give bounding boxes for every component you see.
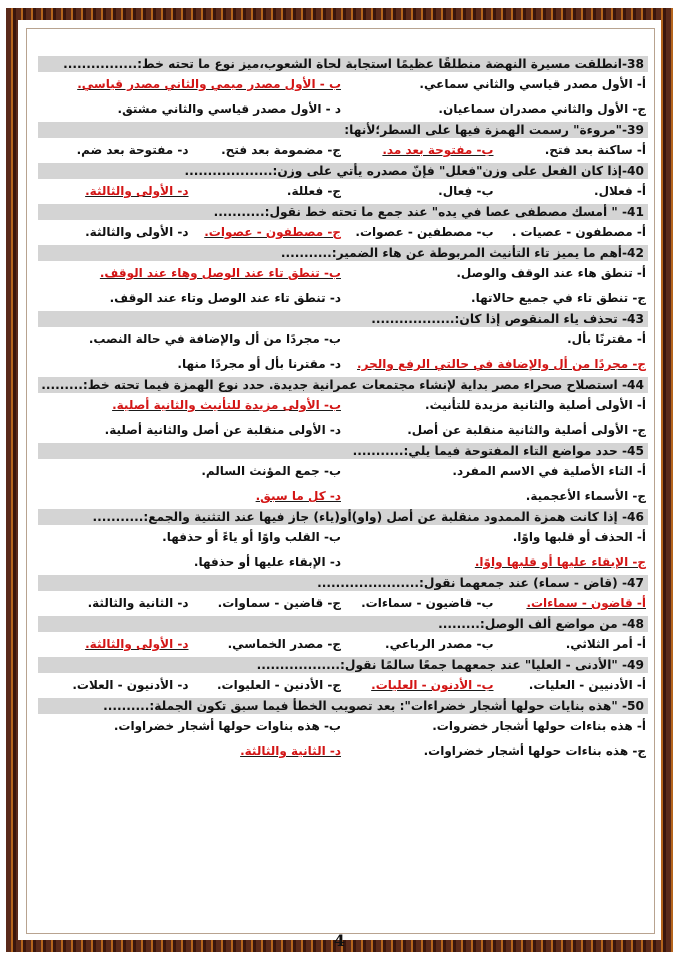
answer-option-label: ب- مصطفين - عصوات.: [355, 225, 494, 239]
answer-option-label: د- الأولى والثالثة.: [85, 184, 189, 198]
answer-options: [38, 393, 648, 443]
answer-option-label: ج- مصدر الخماسي.: [227, 637, 341, 651]
answer-option-correct: [496, 591, 649, 616]
answer-option: [191, 673, 344, 698]
question-block: [38, 657, 648, 698]
answer-option-correct: [38, 393, 343, 418]
answer-option: [343, 632, 496, 657]
question-block: [38, 377, 648, 443]
answer-option: [496, 138, 649, 163]
answer-option: [343, 591, 496, 616]
answer-options: [38, 591, 648, 616]
answer-options: [38, 632, 648, 657]
answer-option-label: ب- مجردًا من أل والإضافة في حالة النصب.: [88, 332, 341, 346]
answer-option-correct: [191, 220, 344, 245]
answer-option-label: د- الأولى منقلبة عن أصل والثانية أصلية.: [104, 423, 341, 437]
answer-options: [38, 138, 648, 163]
question-text: 40-إذا كان الفعل على وزن"فعلل" فإنّ مصدره يأتي على وزن:...................: [38, 163, 648, 179]
answer-option-label: د- الأدنيون - العلات.: [72, 678, 189, 692]
question-block: [38, 56, 648, 122]
answer-option-label: أ- الحذف أو قلبها واوًا.: [512, 530, 646, 544]
answer-option: [38, 550, 343, 575]
answer-option-label: ب- الأدنون - العليات.: [371, 678, 494, 692]
answer-option-label: ج- تنطق تاء في جميع حالاتها.: [471, 291, 646, 305]
answer-option: [38, 459, 343, 484]
answer-option: [38, 327, 343, 352]
answer-option-label: أ- مصطفون - عصيات .: [511, 225, 646, 239]
answer-options: [38, 459, 648, 509]
question-block: [38, 509, 648, 575]
answer-option: [38, 525, 343, 550]
answer-option: [343, 286, 648, 311]
answer-option-correct: [343, 352, 648, 377]
answer-option-correct: [38, 632, 191, 657]
question-block: [38, 443, 648, 509]
answer-option: [343, 459, 648, 484]
answer-options: [38, 327, 648, 377]
answer-option: [343, 72, 648, 97]
answer-option-label: أ- مقترنًا بأل.: [567, 332, 646, 346]
question-text: 41- " أمسك مصطفى عصا في يده" عند جمع ما تحته خط نقول:...........: [38, 204, 648, 220]
answer-option: [38, 286, 343, 311]
answer-option: [38, 418, 343, 443]
answer-option-label: د- كل ما سبق.: [255, 489, 341, 503]
question-block: [38, 575, 648, 616]
answer-option-label: ج- مصطفون - عصوات.: [204, 225, 341, 239]
answer-option: [191, 138, 344, 163]
answer-option-label: ج- الإبقاء عليها أو قلبها واوًا.: [474, 555, 646, 569]
answer-option-label: أ- التاء الأصلية في الاسم المفرد.: [452, 464, 646, 478]
answer-options: [38, 525, 648, 575]
answer-option-label: د - الأول مصدر قياسي والثاني مشتق.: [117, 102, 341, 116]
answer-option-label: ج- الأسماء الأعجمية.: [525, 489, 646, 503]
answer-option: [38, 673, 191, 698]
answer-option: [343, 393, 648, 418]
answer-option-correct: [343, 673, 496, 698]
answer-option: [191, 179, 344, 204]
answer-option-label: ب- القلب واوًا أو ياءً أو حذفها.: [162, 530, 341, 544]
answer-option: [496, 220, 649, 245]
answer-option-label: د- تنطق تاء عند الوصل وتاء عند الوقف.: [109, 291, 341, 305]
answer-options: [38, 220, 648, 245]
question-text: 50- "هذه بنايات حولها أشجار خضراءات": بعد تصويب الخطأ فيما سبق تكون الجملة:..........: [38, 698, 648, 714]
answer-option: [496, 179, 649, 204]
answer-option-label: د- الثانية والثالثة.: [240, 744, 341, 758]
answer-option-label: ب- جمع المؤنث السالم.: [201, 464, 341, 478]
answer-options: [38, 261, 648, 311]
answer-option: [343, 714, 648, 739]
page-number: 4: [333, 931, 346, 950]
answer-option-label: د- الإبقاء عليها أو حذفها.: [193, 555, 341, 569]
question-text: 44- استصلاح صحراء مصر بداية لإنشاء مجتمعات عمرانية جديدة. حدد نوع الهمزة فيما تحته خط:.........: [38, 377, 648, 393]
answer-option: [38, 220, 191, 245]
answer-option-label: د- الأولى والثالثة.: [85, 637, 189, 651]
answer-option-label: د- مفتوحة بعد ضم.: [76, 143, 189, 157]
answer-option-label: أ- أمر الثلاثي.: [565, 637, 646, 651]
answer-option: [343, 220, 496, 245]
answer-option-correct: [38, 739, 343, 764]
question-text: 47- (قاض - سماء) عند جمعهما نقول:......................: [38, 575, 648, 591]
answer-options: [38, 673, 648, 698]
answer-option: [496, 632, 649, 657]
answer-option-correct: [38, 484, 343, 509]
answer-option-label: أ- فعلال.: [594, 184, 646, 198]
answer-option: [38, 714, 343, 739]
answer-option: [38, 97, 343, 122]
answer-option-label: ب- مفتوحة بعد مد.: [382, 143, 494, 157]
question-block: [38, 311, 648, 377]
answer-option: [191, 591, 344, 616]
answer-option: [343, 97, 648, 122]
question-list: [38, 56, 648, 906]
answer-option-label: ج- الأولى أصلية والثانية منقلبة عن أصل.: [407, 423, 646, 437]
question-text: 48- من مواضع ألف الوصل:.........: [38, 616, 648, 632]
answer-option: [38, 352, 343, 377]
answer-option: [38, 138, 191, 163]
answer-option-label: ج- مضمومة بعد فتح.: [221, 143, 341, 157]
answer-option: [343, 484, 648, 509]
answer-option-label: ب- فِعال.: [438, 184, 494, 198]
answer-option-label: د- الثانية والثالثة.: [87, 596, 189, 610]
answer-option-label: أ- هذه بناءات حولها أشجار خضروات.: [432, 719, 646, 733]
question-text: 43- تحذف ياء المنقوص إذا كان:..................: [38, 311, 648, 327]
answer-option-label: ج- فعللة.: [286, 184, 341, 198]
answer-option-label: ج- قاضين - سماوات.: [217, 596, 341, 610]
question-block: [38, 163, 648, 204]
answer-option-label: ب- تنطق تاء عند الوصل وهاء عند الوقف.: [99, 266, 341, 280]
question-block: [38, 204, 648, 245]
answer-option-label: ب- هذه بناوات حولها أشجار خضراوات.: [113, 719, 341, 733]
question-block: [38, 122, 648, 163]
answer-option-label: ب- قاضيون - سماءات.: [361, 596, 494, 610]
question-block: [38, 616, 648, 657]
answer-option-correct: [343, 550, 648, 575]
question-block: [38, 698, 648, 764]
answer-option: [38, 591, 191, 616]
answer-option-label: ب - الأول مصدر ميمي والثاني مصدر قياسي.: [77, 77, 341, 91]
answer-option-label: ب- مصدر الرباعي.: [385, 637, 494, 651]
answer-option: [343, 261, 648, 286]
question-text: 49- "الأدنى - العليا" عند جمعهما جمعًا سالمًا نقول:..................: [38, 657, 648, 673]
question-text: 38-انطلقت مسيرة النهضة منطلقًا عظيمًا استجابة لحاة الشعوب،ميز نوع ما تحته خط:................: [38, 56, 648, 72]
answer-option-label: ج- الأدنين - العليوات.: [217, 678, 341, 692]
answer-option-label: أ- قاضون - سماءات.: [526, 596, 646, 610]
answer-option-correct: [343, 138, 496, 163]
answer-option-label: د- الأولى والثالثة.: [85, 225, 189, 239]
answer-options: [38, 714, 648, 764]
answer-option-label: ب- الأولى مزيدة للتأنيث والثانية أصلية.: [112, 398, 341, 412]
answer-option-correct: [38, 261, 343, 286]
answer-option: [343, 418, 648, 443]
answer-option: [191, 632, 344, 657]
answer-option-label: أ- ساكنة بعد فتح.: [544, 143, 646, 157]
answer-option-label: أ- الأولى أصلية والثانية مزيدة للتأنيث.: [425, 398, 646, 412]
question-text: 46- إذا كانت همزة الممدود منقلبة عن أصل (واو)أو(ياء) جاز فيها عند التثنية والجمع:...........: [38, 509, 648, 525]
answer-option-label: ج- هذه بناءات حولها أشجار خضراوات.: [423, 744, 646, 758]
answer-option: [343, 525, 648, 550]
answer-option: [343, 739, 648, 764]
answer-option-label: أ- الأول مصدر قياسي والثاني سماعي.: [419, 77, 646, 91]
answer-option: [496, 673, 649, 698]
answer-option: [343, 327, 648, 352]
question-block: [38, 245, 648, 311]
answer-option-label: أ- تنطق هاء عند الوقف والوصل.: [456, 266, 646, 280]
answer-option: [343, 179, 496, 204]
answer-option-label: ج- مجردًا من أل والإضافة في حالتي الرفع والجر.: [357, 357, 646, 371]
answer-options: [38, 179, 648, 204]
question-text: 39-"مروءة" رسمت الهمزة فيها على السطر؛لأنها:: [38, 122, 648, 138]
answer-option-correct: [38, 179, 191, 204]
answer-option-label: ج- الأول والثاني مصدران سماعيان.: [438, 102, 646, 116]
answer-option-label: د- مقترنا بأل أو مجردًا منها.: [177, 357, 341, 371]
answer-option-correct: [38, 72, 343, 97]
answer-option-label: أ- الأدنيين - العليات.: [528, 678, 646, 692]
answer-options: [38, 72, 648, 122]
question-text: 45- حدد مواضع التاء المفتوحة فيما يلي:...........: [38, 443, 648, 459]
question-text: 42-أهم ما يميز تاء التأنيث المربوطة عن هاء الضمير:...........: [38, 245, 648, 261]
